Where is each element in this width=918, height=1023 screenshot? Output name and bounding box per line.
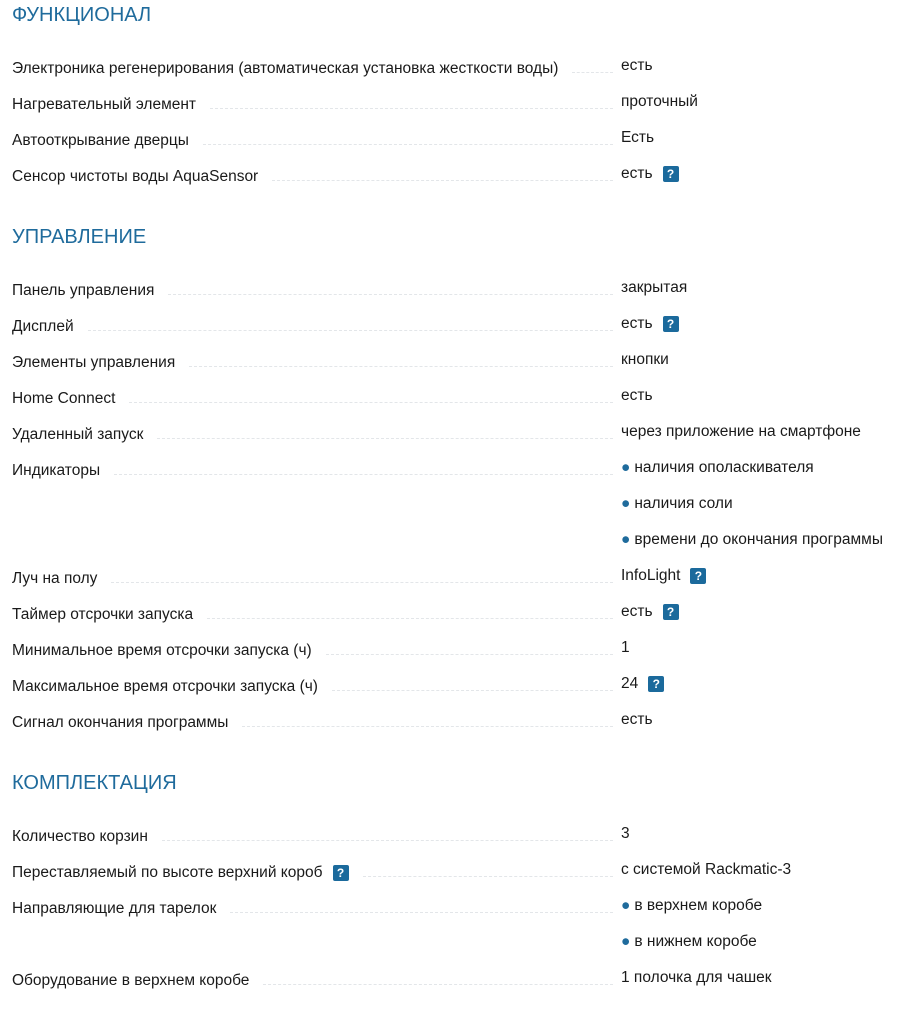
spec-label: Электроника регенерирования (автоматическая установка жесткости воды) — [12, 60, 559, 77]
spec-value: есть — [621, 315, 653, 332]
spec-value: 1 — [621, 639, 630, 656]
bullet-icon: ● — [621, 495, 631, 512]
dotted-leader — [363, 852, 614, 877]
spec-label: Панель управления — [12, 282, 155, 299]
spec-row — [12, 306, 906, 342]
spec-label-cell — [12, 852, 621, 888]
spec-value: 24 — [621, 675, 639, 692]
spec-values — [621, 378, 906, 414]
spec-values — [621, 630, 906, 666]
spec-value-line — [621, 414, 906, 450]
section-title: УПРАВЛЕНИЕ — [12, 226, 147, 248]
spec-values — [621, 450, 906, 558]
spec-value-line — [621, 702, 906, 738]
dotted-leader — [242, 702, 613, 727]
spec-values — [621, 48, 906, 84]
spec-label-cell — [12, 270, 621, 306]
dotted-leader — [210, 84, 613, 109]
spec-value-line — [621, 378, 906, 414]
spec-label-cell — [12, 414, 621, 450]
spec-label: Сигнал окончания программы — [12, 714, 229, 731]
spec-label: Индикаторы — [12, 462, 101, 479]
spec-label: Удаленный запуск — [12, 426, 144, 443]
spec-values — [621, 666, 906, 702]
bullet-icon: ● — [621, 531, 631, 548]
spec-label-cell — [12, 702, 621, 738]
spec-label: Таймер отсрочки запуска — [12, 606, 194, 623]
dotted-leader — [326, 630, 613, 655]
spec-label-cell — [12, 450, 621, 558]
spec-values — [621, 852, 906, 888]
dotted-leader — [88, 306, 613, 331]
spec-label-cell — [12, 120, 621, 156]
spec-values — [621, 156, 906, 192]
spec-label-cell — [12, 84, 621, 120]
spec-label: Минимальное время отсрочки запуска (ч) — [12, 642, 312, 659]
spec-label: Количество корзин — [12, 828, 148, 845]
spec-row — [12, 414, 906, 450]
bullet-icon: ● — [621, 459, 631, 476]
spec-value-line — [621, 594, 906, 630]
spec-value: наличия ополаскивателя — [634, 459, 814, 476]
spec-value: Есть — [621, 129, 655, 146]
spec-label: Дисплей — [12, 318, 74, 335]
bullet-icon: ● — [621, 933, 631, 950]
spec-value-line — [621, 888, 906, 924]
spec-row — [12, 594, 906, 630]
spec-value: в верхнем коробе — [634, 897, 763, 914]
dotted-leader — [230, 888, 613, 913]
spec-label-cell — [12, 306, 621, 342]
spec-label-cell — [12, 378, 621, 414]
spec-row — [12, 852, 906, 888]
spec-value-line — [621, 666, 906, 702]
spec-label: Сенсор чистоты воды AquaSensor — [12, 168, 259, 185]
spec-section — [12, 222, 906, 738]
spec-value-line — [621, 84, 906, 120]
spec-label-cell — [12, 558, 621, 594]
help-icon[interactable]: ? — [333, 865, 349, 881]
spec-values — [621, 558, 906, 594]
spec-values — [621, 306, 906, 342]
spec-value: есть — [621, 165, 653, 182]
spec-values — [621, 594, 906, 630]
spec-value-line — [621, 270, 906, 306]
spec-value: есть — [621, 387, 653, 404]
spec-label-cell — [12, 630, 621, 666]
spec-value: наличия соли — [634, 495, 733, 512]
spec-values — [621, 414, 906, 450]
spec-value-line — [621, 960, 906, 996]
bullet-icon: ● — [621, 897, 631, 914]
spec-values — [621, 960, 906, 996]
spec-value: InfoLight — [621, 567, 681, 584]
spec-label-cell — [12, 594, 621, 630]
spec-value: кнопки — [621, 351, 669, 368]
spec-value: 1 полочка для чашек — [621, 969, 772, 986]
spec-value: 3 — [621, 825, 630, 842]
spec-row — [12, 120, 906, 156]
spec-label: Элементы управления — [12, 354, 176, 371]
spec-value-line — [621, 522, 906, 558]
spec-values — [621, 816, 906, 852]
spec-value: есть — [621, 603, 653, 620]
dotted-leader — [263, 960, 613, 985]
spec-values — [621, 702, 906, 738]
spec-value-line — [621, 120, 906, 156]
spec-value-line — [621, 558, 906, 594]
spec-value-line — [621, 306, 906, 342]
spec-row — [12, 960, 906, 996]
spec-label: Луч на полу — [12, 570, 98, 587]
spec-section — [12, 768, 906, 996]
spec-value-line — [621, 630, 906, 666]
spec-row — [12, 48, 906, 84]
spec-value-line — [621, 48, 906, 84]
dotted-leader — [272, 156, 613, 181]
help-icon[interactable]: ? — [648, 676, 664, 692]
spec-value: закрытая — [621, 279, 688, 296]
spec-value-line — [621, 342, 906, 378]
spec-label: Home Connect — [12, 390, 116, 407]
dotted-leader — [207, 594, 613, 619]
spec-label-cell — [12, 156, 621, 192]
spec-row — [12, 378, 906, 414]
spec-value-line — [621, 816, 906, 852]
spec-label: Максимальное время отсрочки запуска (ч) — [12, 678, 318, 695]
spec-row — [12, 816, 906, 852]
dotted-leader — [168, 270, 613, 295]
spec-values — [621, 120, 906, 156]
dotted-leader — [111, 558, 613, 583]
spec-label: Переставляемый по высоте верхний короб — [12, 864, 323, 881]
spec-values — [621, 342, 906, 378]
spec-value: в нижнем коробе — [634, 933, 757, 950]
spec-values — [621, 888, 906, 960]
help-icon[interactable]: ? — [663, 316, 679, 332]
dotted-leader — [332, 666, 613, 691]
dotted-leader — [162, 816, 613, 841]
spec-value: через приложение на смартфоне — [621, 423, 861, 440]
spec-row — [12, 84, 906, 120]
dotted-leader — [114, 450, 613, 475]
spec-label: Направляющие для тарелок — [12, 900, 217, 917]
spec-label: Автооткрывание дверцы — [12, 132, 189, 149]
help-icon[interactable]: ? — [663, 166, 679, 182]
spec-label-cell — [12, 666, 621, 702]
spec-label-cell — [12, 888, 621, 960]
spec-value: с системой Rackmatic-3 — [621, 861, 792, 878]
section-title: КОМПЛЕКТАЦИЯ — [12, 772, 177, 794]
spec-label-cell — [12, 342, 621, 378]
spec-value-line — [621, 852, 906, 888]
spec-row — [12, 342, 906, 378]
spec-label: Нагревательный элемент — [12, 96, 197, 113]
spec-values — [621, 270, 906, 306]
help-icon[interactable]: ? — [663, 604, 679, 620]
spec-label-cell — [12, 960, 621, 996]
spec-label: Оборудование в верхнем коробе — [12, 972, 250, 989]
spec-row — [12, 558, 906, 594]
spec-row — [12, 702, 906, 738]
section-title: ФУНКЦИОНАЛ — [12, 4, 152, 26]
spec-value: проточный — [621, 93, 698, 110]
spec-label-cell — [12, 816, 621, 852]
spec-row — [12, 630, 906, 666]
spec-values — [621, 84, 906, 120]
spec-section — [12, 0, 906, 192]
spec-value: есть — [621, 57, 653, 74]
spec-value-line — [621, 450, 906, 486]
spec-value: времени до окончания программы — [634, 531, 883, 548]
spec-row — [12, 270, 906, 306]
dotted-leader — [203, 120, 613, 145]
spec-row — [12, 156, 906, 192]
help-icon[interactable]: ? — [690, 568, 706, 584]
dotted-leader — [129, 378, 613, 403]
dotted-leader — [157, 414, 613, 439]
dotted-leader — [572, 48, 613, 73]
dotted-leader — [189, 342, 613, 367]
spec-value-line — [621, 486, 906, 522]
spec-value-line — [621, 156, 906, 192]
spec-row — [12, 888, 906, 960]
spec-label-cell — [12, 48, 621, 84]
spec-value-line — [621, 924, 906, 960]
spec-value: есть — [621, 711, 653, 728]
spec-row — [12, 450, 906, 558]
spec-row — [12, 666, 906, 702]
